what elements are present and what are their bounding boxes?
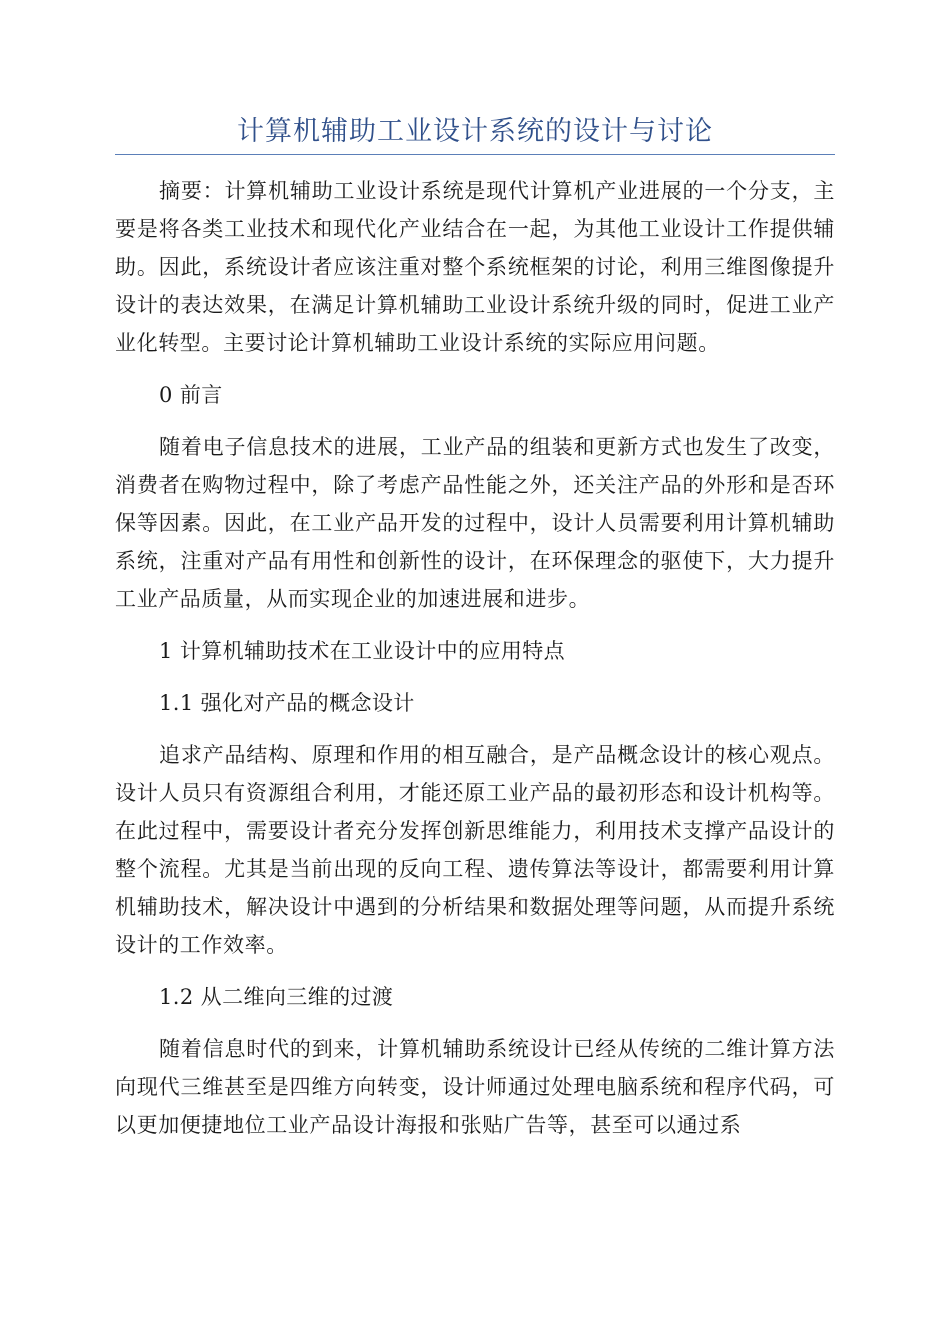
abstract-paragraph: 摘要：计算机辅助工业设计系统是现代计算机产业进展的一个分支，主要是将各类工业技术和现代化产业结合在一起，为其他工业设计工作提供辅助。因此，系统设计者应该注重对整个系统框架的讨论，利用三维图像提升设计的表达效果，在满足计算机辅助工业设计系统升级的同时，促进工业产业化转型。主要讨论计算机辅助工业设计系统的实际应用问题。 <box>115 179 835 355</box>
section-1-1-paragraph: 追求产品结构、原理和作用的相互融合，是产品概念设计的核心观点。设计人员只有资源组合利用，才能还原工业产品的最初形态和设计机构等。在此过程中，需要设计者充分发挥创新思维能力，利用技术支撑产品设计的整个流程。尤其是当前出现的反向工程、遗传算法等设计，都需要利用计算机辅助技术，解决设计中遇到的分析结果和数据处理等问题，从而提升系统设计的工作效率。 <box>115 743 835 957</box>
subsection-heading-1-2: 1.2 从二维向三维的过渡 <box>159 985 394 1009</box>
section-heading-1: 1 计算机辅助技术在工业设计中的应用特点 <box>159 639 566 663</box>
preface-paragraph: 随着电子信息技术的进展，工业产品的组装和更新方式也发生了改变，消费者在购物过程中，除了考虑产品性能之外，还关注产品的外形和是否环保等因素。因此，在工业产品开发的过程中，设计人员需要利用计算机辅助系统，注重对产品有用性和创新性的设计，在环保理念的驱使下，大力提升工业产品质量，从而实现企业的加速进展和进步。 <box>115 435 835 611</box>
section-heading-preface: 0 前言 <box>159 383 223 407</box>
document-title: 计算机辅助工业设计系统的设计与讨论 <box>237 116 713 147</box>
title-underline <box>115 154 835 155</box>
subsection-heading-1-1: 1.1 强化对产品的概念设计 <box>159 691 415 715</box>
section-1-2-paragraph: 随着信息时代的到来，计算机辅助系统设计已经从传统的二维计算方法向现代三维甚至是四维方向转变，设计师通过处理电脑系统和程序代码，可以更加便捷地位工业产品设计海报和张贴广告等，甚至可以通过系 <box>115 1037 835 1137</box>
document-body <box>115 172 835 1158</box>
